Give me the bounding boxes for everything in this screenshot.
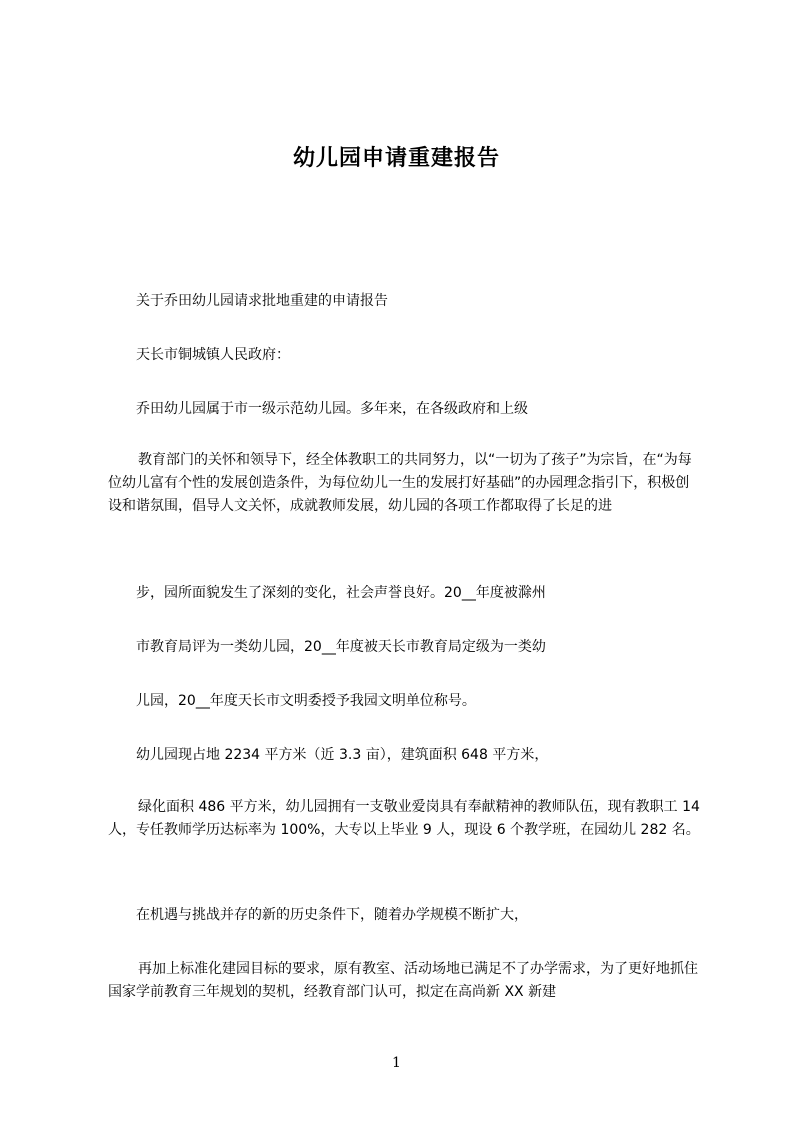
paragraph-recipient: 天长市铜城镇人民政府： [136, 347, 290, 363]
paragraph-progress: 步，园所面貌发生了深刻的变化，社会声誉良好。20__年度被滁州 [136, 585, 546, 601]
paragraph-rebuild-plan: 再加上标准化建园目标的要求，原有教室、活动场地已满足不了办学需求，为了更好地抓住国家学前教育三年规划的契机，经教育部门认可，拟定在高尚新 XX 新建 [108, 961, 698, 1000]
paragraph-rating: 市教育局评为一类幼儿园，20__年度被天长市教育局定级为一类幼 [136, 639, 546, 655]
paragraph-staff: 绿化面积 486 平方米，幼儿园拥有一支敬业爱岗具有奉献精神的教师队伍，现有教职工 14 人，专任教师学历达标率为 100%，大专以上毕业 9 人，现设 6 个教学班，在园幼儿 282 名。 [108, 799, 700, 838]
paragraph-opportunity: 在机遇与挑战并存的新的历史条件下，随着办学规模不断扩大， [136, 907, 528, 923]
document-title: 幼儿园申请重建报告 [292, 146, 500, 171]
paragraph-achievements: 教育部门的关怀和领导下，经全体教职工的共同努力，以“一切为了孩子”为宗旨，在“为每位幼儿富有个性的发展创造条件，为每位幼儿一生的发展打好基础”的办园理念指引下，积极创设和谐氛围，倡导人文关怀，成就教师发展，幼儿园的各项工作都取得了长足的进 [108, 452, 692, 514]
paragraph-land-area: 幼儿园现占地 2234 平方米（近 3.3 亩），建筑面积 648 平方米， [136, 747, 549, 763]
page-number: 1 [392, 1055, 401, 1071]
paragraph-civilized-unit: 儿园，20__年度天长市文明委授予我园文明单位称号。 [136, 693, 476, 709]
paragraph-intro: 乔田幼儿园属于市一级示范幼儿园。多年来，在各级政府和上级 [136, 401, 528, 417]
paragraph-report-heading: 关于乔田幼儿园请求批地重建的申请报告 [136, 293, 388, 309]
